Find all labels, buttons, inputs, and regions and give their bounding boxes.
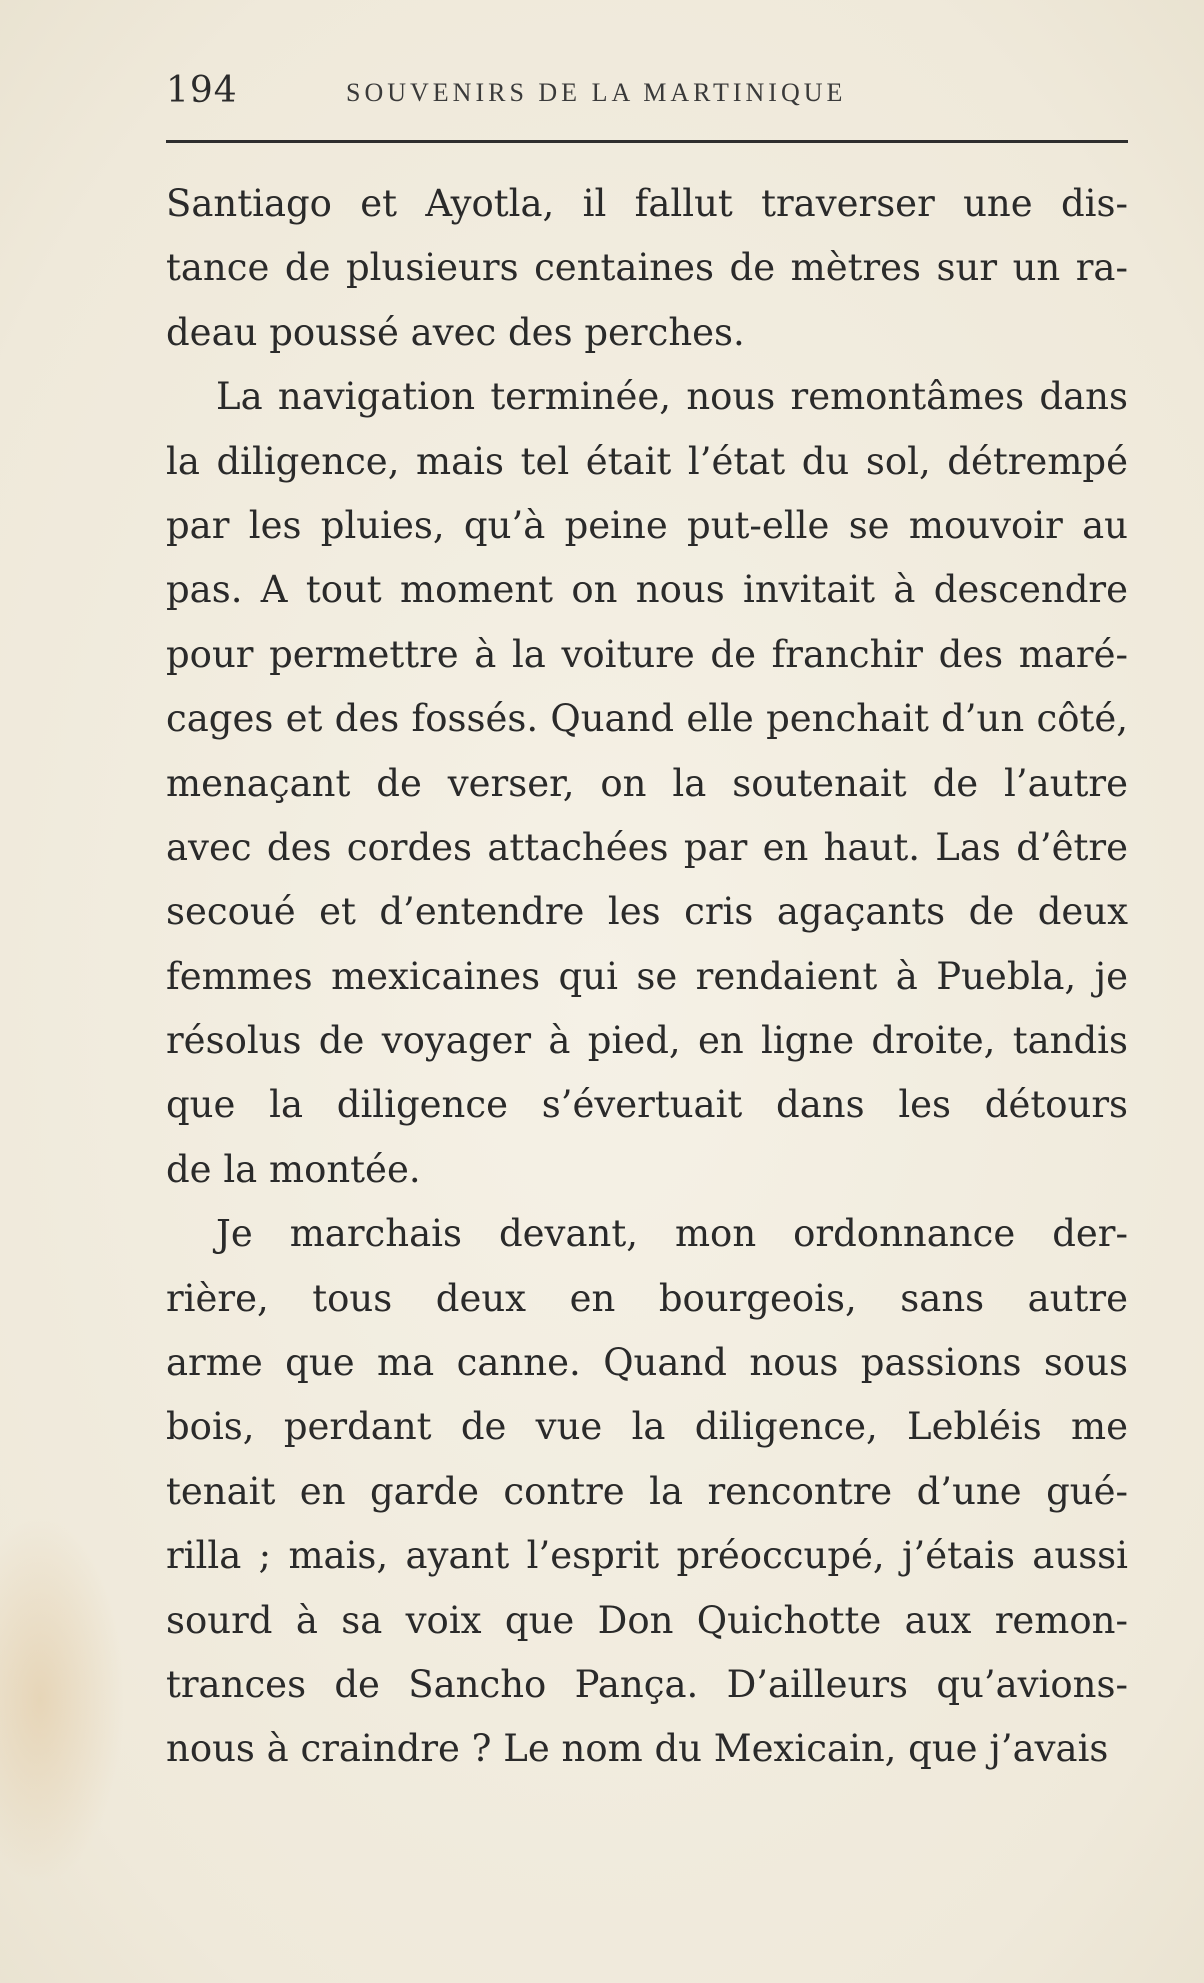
- text-line: deau poussé avec des perches.: [166, 310, 745, 354]
- running-title: SOUVENIRS DE LA MARTINIQUE: [346, 78, 847, 107]
- text-line: Santiago et Ayotla, il fallut traverser une dis-: [166, 182, 1128, 225]
- text-line: par les pluies, qu’à peine put-elle se mouvoir au: [166, 503, 1128, 547]
- text-line: que la diligence s’évertuait dans les détours: [166, 1083, 1128, 1127]
- text-line: résolus de voyager à pied, en ligne droite, tandis: [166, 1019, 1128, 1063]
- text-line: arme que ma canne. Quand nous passions sous: [166, 1341, 1128, 1385]
- text-line: cages et des fossés. Quand elle penchait d’un côté,: [166, 697, 1128, 741]
- text-line: femmes mexicaines qui se rendaient à Puebla, je: [166, 954, 1128, 998]
- text-line: tance de plusieurs centaines de mètres sur un ra-: [166, 246, 1128, 290]
- text-line: pour permettre à la voiture de franchir des maré-: [166, 632, 1128, 676]
- text-line: secoué et d’entendre les cris agaçants de deux: [166, 890, 1128, 934]
- header-rule: [166, 140, 1128, 143]
- text-line: rilla ; mais, ayant l’esprit préoccupé, j’étais aussi: [166, 1534, 1128, 1578]
- text-line: bois, perdant de vue la diligence, Lebléis me: [166, 1405, 1128, 1449]
- body-text: [166, 172, 1146, 1782]
- page-header: [166, 70, 1126, 130]
- text-line: de la montée.: [166, 1147, 421, 1191]
- page-number: 194: [166, 70, 238, 111]
- text-line: menaçant de verser, on la soutenait de l’autre: [166, 761, 1128, 805]
- text-line: trances de Sancho Pança. D’ailleurs qu’avions-: [166, 1662, 1128, 1706]
- paragraph-start-line: La navigation terminée, nous remontâmes dans: [216, 375, 1128, 419]
- text-line: tenait en garde contre la rencontre d’une gué-: [166, 1469, 1128, 1513]
- text-line: nous à craindre ? Le nom du Mexicain, que j’avais: [166, 1727, 1109, 1771]
- text-line: sourd à sa voix que Don Quichotte aux remon-: [166, 1598, 1128, 1642]
- text-line: pas. A tout moment on nous invitait à descendre: [166, 568, 1128, 612]
- text-line: la diligence, mais tel était l’état du sol, détrempé: [166, 439, 1128, 483]
- paragraph-start-line: Je marchais devant, mon ordonnance der-: [216, 1212, 1128, 1256]
- text-line: rière, tous deux en bourgeois, sans autre: [166, 1276, 1128, 1320]
- text-line: avec des cordes attachées par en haut. Las d’être: [166, 825, 1128, 869]
